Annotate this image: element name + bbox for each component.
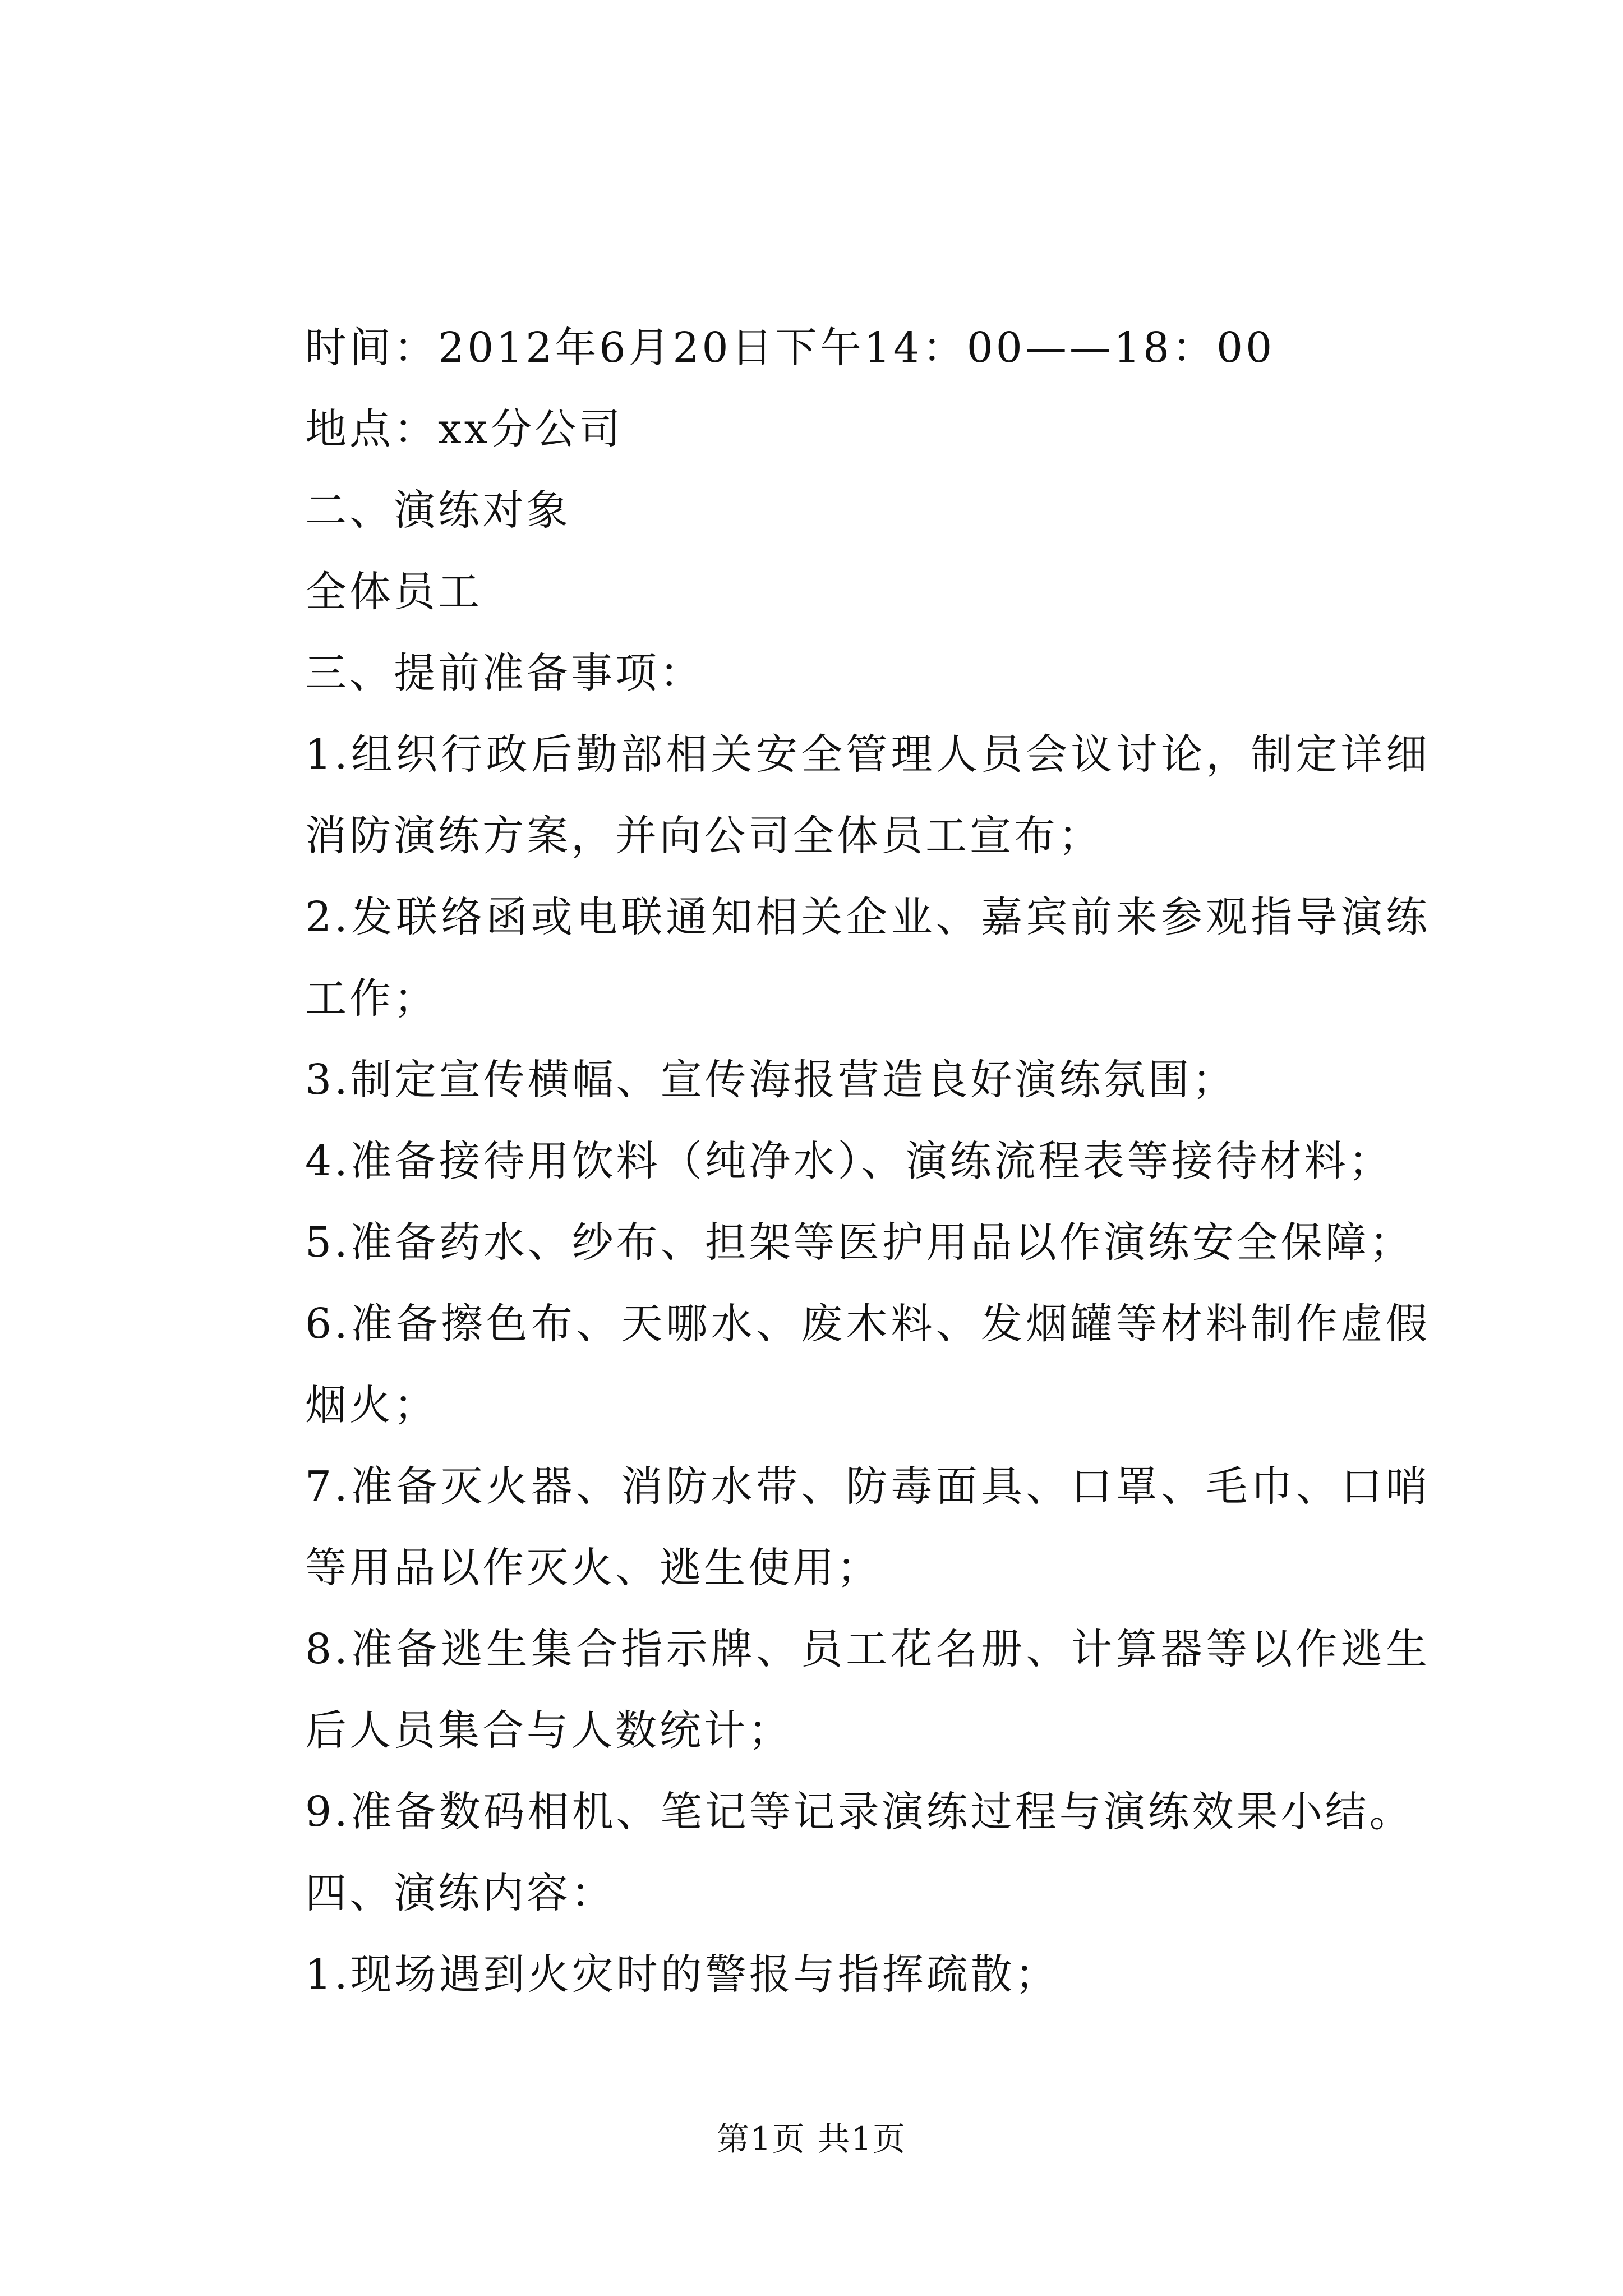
list-item-prep-7: 7.准备灭火器、消防水带、防毒面具、口罩、毛巾、口哨等用品以作灭火、逃生使用；	[305, 1462, 1430, 1592]
document-body	[219, 307, 1430, 2016]
list-item-prep-1: 1.组织行政后勤部相关安全管理人员会议讨论，制定详细消防演练方案，并向公司全体员工宣布；	[305, 730, 1430, 860]
paragraph-time: 时间：2012年6月20日下午14：00——18：00	[305, 324, 1275, 372]
section-heading-drill-target: 二、演练对象	[305, 486, 571, 535]
list-item-prep-2: 2.发联络函或电联通知相关企业、嘉宾前来参观指导演练工作；	[305, 893, 1430, 1023]
section-heading-preparation: 三、提前准备事项：	[305, 649, 704, 697]
list-item-prep-4: 4.准备接待用饮料（纯净水）、演练流程表等接待材料；	[305, 1137, 1393, 1185]
list-item-content-1: 1.现场遇到火灾时的警报与指挥疏散；	[305, 1950, 1059, 1999]
paragraph-location: 地点：xx分公司	[305, 405, 624, 453]
list-item-prep-6: 6.准备擦色布、天哪水、废木料、发烟罐等材料制作虚假烟火；	[305, 1300, 1430, 1429]
page-footer: 第1页 共1页	[716, 2120, 907, 2158]
list-item-prep-3: 3.制定宣传横幅、宣传海报营造良好演练氛围；	[305, 1056, 1237, 1104]
list-item-prep-9: 9.准备数码相机、笔记等记录演练过程与演练效果小结。	[305, 1788, 1414, 1836]
paragraph-all-staff: 全体员工	[305, 568, 482, 616]
list-item-prep-8: 8.准备逃生集合指示牌、员工花名册、计算器等以作逃生后人员集合与人数统计；	[305, 1625, 1430, 1755]
list-item-prep-5: 5.准备药水、纱布、担架等医护用品以作演练安全保障；	[305, 1218, 1414, 1267]
section-heading-drill-content: 四、演练内容：	[305, 1869, 615, 1917]
